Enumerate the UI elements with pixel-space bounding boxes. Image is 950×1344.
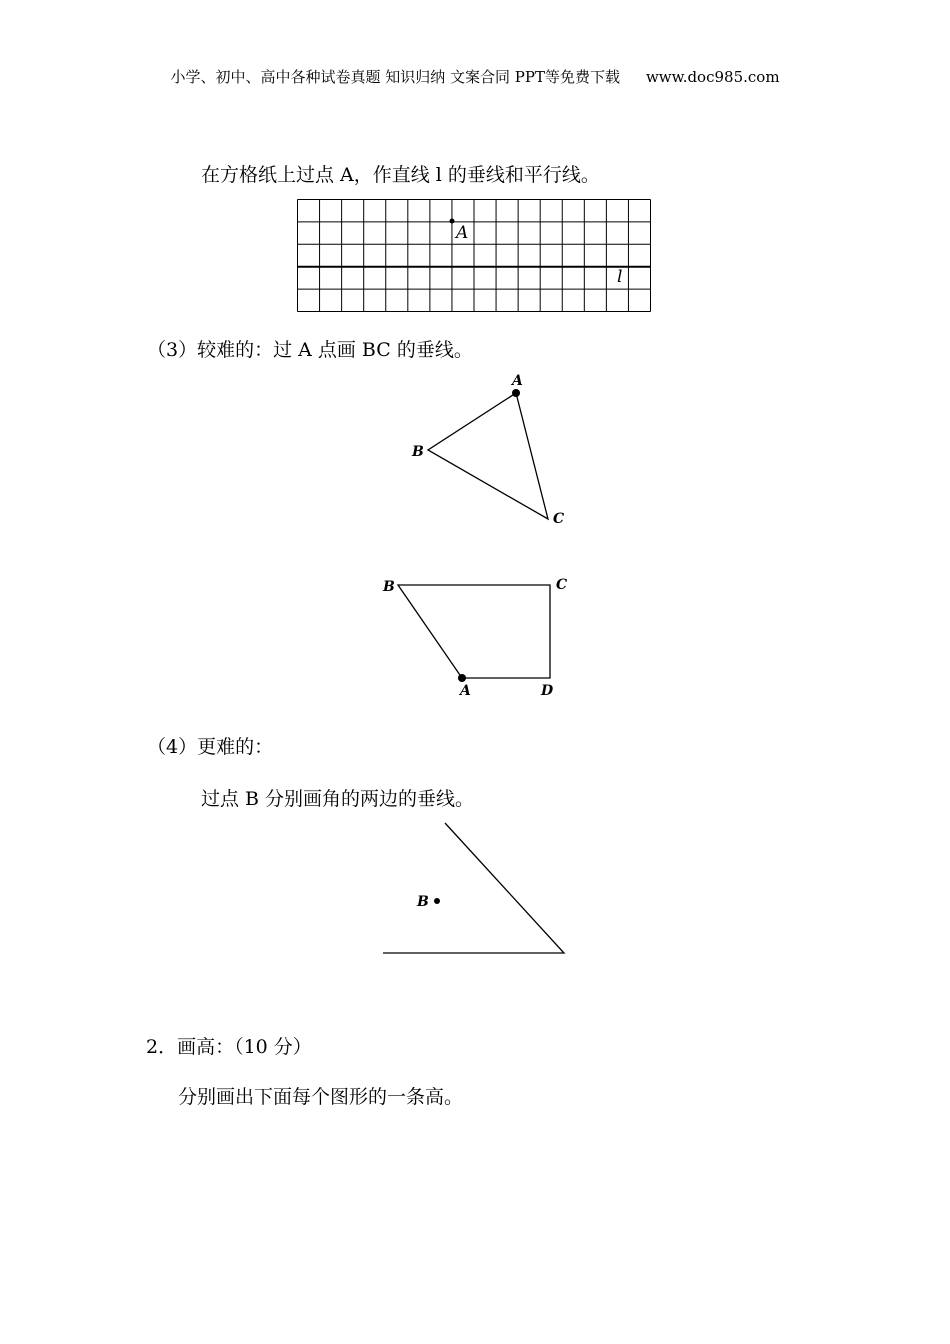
angle-label-b: B: [417, 894, 429, 910]
point-a-dot: [450, 219, 455, 224]
triangle-label-c: C: [553, 511, 565, 527]
question-4-title: （4）更难的：: [147, 736, 274, 758]
grid-question-prompt: 在方格纸上过点 A，作直线 l 的垂线和平行线。: [201, 164, 600, 186]
triangle-abc: [428, 393, 548, 519]
triangle-label-a: A: [512, 373, 523, 389]
triangle-point-a-dot: [512, 389, 520, 397]
square-grid-figure: [297, 199, 651, 312]
trapezoid-bcda: [398, 585, 550, 678]
trapezoid-bcda-figure: [375, 570, 575, 705]
trapezoid-label-d: D: [541, 683, 554, 699]
triangle-abc-figure: [400, 368, 580, 533]
triangle-label-b: B: [412, 444, 424, 460]
trapezoid-point-a-dot: [458, 674, 466, 682]
trapezoid-label-b: B: [383, 579, 395, 595]
question-4-prompt: 过点 B 分别画角的两边的垂线。: [201, 788, 475, 810]
angle-sides: [383, 823, 564, 953]
grid-line-l-label: l: [617, 267, 623, 287]
angle-figure: [375, 815, 575, 960]
question-3-title: （3）较难的：过 A 点画 BC 的垂线。: [147, 339, 473, 361]
grid-point-a-label: A: [456, 223, 469, 243]
page-header: [0, 70, 950, 85]
trapezoid-label-a: A: [460, 683, 471, 699]
question-2-title: 2．画高：（10 分）: [146, 1036, 312, 1058]
angle-point-b-dot: [434, 898, 440, 904]
header-text: 小学、初中、高中各种试卷真题 知识归纳 文案合同 PPT等免费下载: [170, 68, 620, 86]
question-2-prompt: 分别画出下面每个图形的一条高。: [178, 1086, 464, 1108]
trapezoid-label-c: C: [556, 577, 568, 593]
header-url: www.doc985.com: [645, 68, 780, 86]
